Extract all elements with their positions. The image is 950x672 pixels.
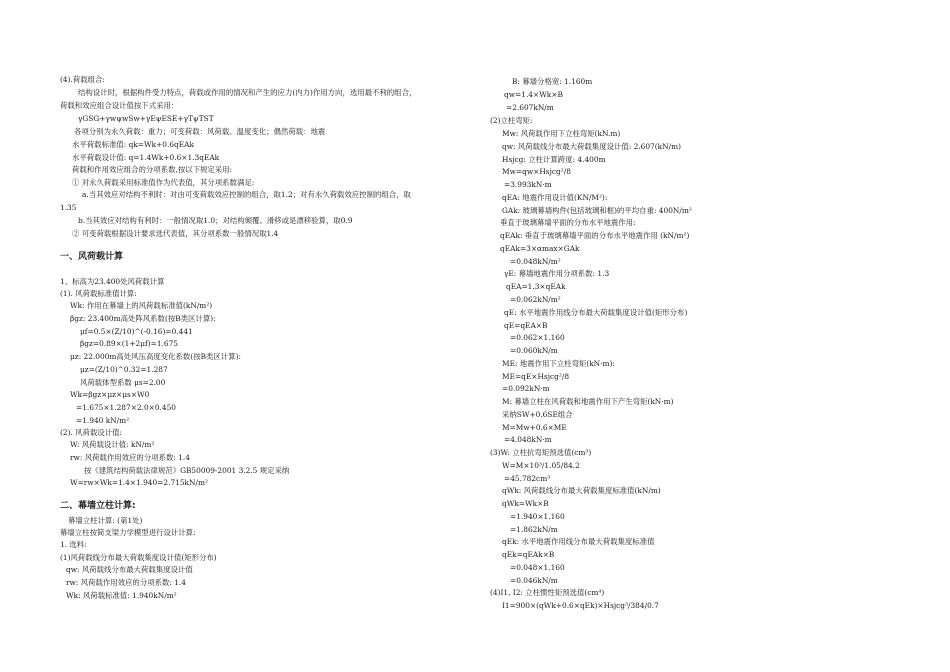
text-line: rw: 风荷载作用效应的分项系数: 1.4 [66,578,186,587]
text-line: γGSG+γwψwSw+γEψESE+γTψTST [78,114,214,123]
text-line: Mw=qw×Hsjcg²/8 [502,167,571,176]
text-line: 采纳SW+0.6SE组合 [502,410,573,419]
text-line: =1.940×1.160 [510,512,565,521]
text-line: =3.993kN·m [504,180,552,189]
section-heading: 一、风荷载计算 [60,252,124,262]
text-line: 垂直于玻璃幕墙平面的分布水平地震作用: [500,218,636,227]
text-line: W: 风荷载设计值: kN/m² [70,440,155,449]
text-line: βgz=0.89×(1+2μf)=1.675 [80,339,178,348]
text-line: 结构设计时，根据构件受力特点，荷载或作用的情况和产生的应力(内力)作用方向，选用最不利的组合， [78,88,417,97]
text-line: 荷载和效应组合设计值按下式采用： [60,101,179,110]
text-line: 幕墙立柱按简支梁力学模型进行设计计算: [60,528,196,537]
text-line: =0.046kN/m [510,576,558,585]
text-line: b.当其效应对结构有利时：一般情况取1.0；对结构倾覆、滑移或是漂移验算，取0.9 [78,216,353,225]
text-line: =0.060kN/m [510,346,558,355]
text-line: I1=900×(qWk+0.6×qEk)×Hsjcg³/384/0.7 [502,601,659,610]
text-line: =0.092kN·m [502,384,550,393]
text-line: (1)风荷载线分布最大荷载集度设计值(矩形分布) [60,553,217,562]
text-line: γE: 幕墙地震作用分项系数: 1.3 [504,269,610,278]
text-line: qWk=Wk×B [502,499,549,508]
text-line: qWk: 风荷载线分布最大荷载集度标准值(kN/m) [502,486,661,495]
text-line: =0.048kN/m² [510,257,561,266]
text-line: 1. 选料: [60,540,87,549]
text-line: qE=qEA×B [504,321,548,330]
text-line: 幕墙立柱计算: (第1处) [68,516,143,525]
text-line: Wk: 风荷载标准值: 1.940kN/m² [66,591,177,600]
text-line: qEAk=3×αmax×GAk [500,244,580,253]
text-line: 各项分别为永久荷载：重力；可变荷载：风荷载、温度变化；偶然荷载：地震 [74,127,326,136]
text-line: ME=qE×Hsjcg²/8 [502,372,570,381]
text-line: (2)立柱弯矩: [490,116,533,125]
text-line: qEA=1.3×qEAk [506,282,566,291]
text-line: 荷载和作用效应组合的分项系数,按以下规定采用: [72,165,233,174]
text-line: Wk=βgz×μz×μs×W0 [70,390,150,399]
text-line: Wk: 作用在幕墙上的风荷载标准值(kN/m²) [70,301,213,310]
text-line: ME: 地震作用下立柱弯矩(kN·m): [502,359,615,368]
text-line: βgz: 23.400m高处阵风系数(按B类区计算): [70,314,216,323]
text-line: qEAk: 垂直于玻璃幕墙平面的分布水平地震作用 (kN/m²) [500,231,690,240]
text-line: qE: 水平地震作用线分布最大荷载集度设计值(矩形分布) [504,308,688,317]
text-line: qw: 风荷载线分布最大荷载集度设计值 [66,565,193,574]
text-line: μf=0.5×(Z/10)^(-0.16)=0.441 [80,327,193,336]
section-heading: 二、幕墙立柱计算: [60,501,136,511]
text-line: GAk: 玻璃幕墙构件(包括玻璃和框)的平均自重: 400N/m² [502,206,692,215]
text-line: =2.607kN/m [506,103,554,112]
text-line: =0.048×1.160 [510,563,565,572]
text-line: Hsjcg: 立柱计算跨度: 4.400m [502,155,606,164]
text-line: a.当其效应对结构不利时：对由可变荷载效应控制的组合，取1.2；对有永久荷载效应控制的组合，取 [82,190,411,199]
text-line: (4).荷载组合: [60,75,105,84]
text-line: 风荷载体型系数 μs=2.00 [80,378,166,387]
text-line: =1.862kN/m [510,525,558,534]
text-line: qEk: 水平地震作用线分布最大荷载集度标准值 [502,537,655,546]
text-line: qEA: 地震作用设计值(KN/M²): [502,193,608,202]
text-line: (3)W: 立柱抗弯矩预选值(cm³) [490,448,592,457]
text-line: 水平荷载设计值: q=1.4Wk+0.6×1.3qEAk [72,153,220,162]
text-line: qw=1.4×Wk×B [504,90,563,99]
text-line: (1). 风荷载标准值计算: [60,289,137,298]
text-line: W=M×10³/1.05/84.2 [502,461,580,470]
text-line: 1、标高为23.400处风荷载计算 [60,277,165,286]
text-line: μz=(Z/10)^0.32=1.287 [80,365,168,374]
text-line: 按《建筑结构荷载法律规范》GB50009-2001 3.2.5 规定采纳 [84,466,290,475]
text-line: M: 幕墙立柱在风荷载和地震作用下产生弯矩(kN·m) [502,397,674,406]
text-line: =45.782cm³ [504,474,551,483]
text-line: (4)I1, I2: 立柱惯性矩预选值(cm⁴) [490,588,605,597]
text-line: qw: 风荷载线分布最大荷载集度设计值: 2.607(kN/m) [502,142,681,151]
text-line: Mw: 风荷载作用下立柱弯矩(kN.m) [502,129,621,138]
text-line: 1.35 [60,203,77,212]
text-line: (2). 风荷载设计值: [60,428,123,437]
text-line: =0.062kN/m² [510,295,561,304]
text-line: rw: 风荷载作用效应的分项系数: 1.4 [70,453,190,462]
text-line: =0.062×1.160 [510,333,565,342]
text-line: M=Mw+0.6×ME [502,423,567,432]
text-line: B: 幕墙分格宽: 1.160m [512,77,593,86]
text-line: W=rw×Wk=1.4×1.940=2.715kN/m² [70,478,208,487]
text-line: qEk=qEAk×B [502,550,555,559]
text-line: =1.940 kN/m² [76,416,130,425]
text-line: ① 对永久荷载采用标准值作为代表值，其分项系数满足: [72,178,255,187]
text-line: =1.675×1.287×2.0×0.450 [76,403,176,412]
text-line: ② 可变荷载根据设计要求选代表值，其分项系数一般情况取1.4 [72,229,279,238]
text-line: μz: 22.000m高处风压高度变化系数(按B类区计算): [70,352,241,361]
text-line: =4.048kN·m [504,435,552,444]
text-line: 水平荷载标准值: qk=Wk+0.6qEAk [72,140,194,149]
